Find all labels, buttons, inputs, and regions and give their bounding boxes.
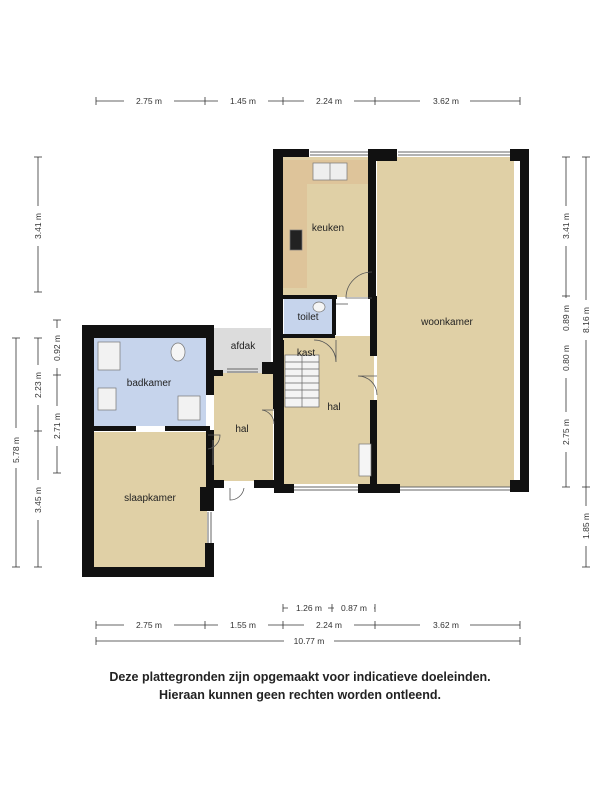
left-dimensions xyxy=(10,157,63,567)
shower-tray xyxy=(178,396,200,420)
label-keuken: keuken xyxy=(311,223,345,234)
disclaimer-line-2: Hieraan kunnen geen rechten worden ontleend. xyxy=(159,688,441,702)
dim-right-outer-1: 8.16 m xyxy=(581,307,591,333)
label-woonkamer: woonkamer xyxy=(421,317,473,328)
dim-left-mid-1: 0.92 m xyxy=(52,335,62,361)
bathtub xyxy=(98,342,120,370)
label-kast: kast xyxy=(296,348,316,359)
dim-left-mid-4: 3.45 m xyxy=(33,487,43,513)
cabinet xyxy=(359,444,371,476)
disclaimer-line-1: Deze plattegronden zijn opgemaakt voor indicatieve doeleinden. xyxy=(109,670,491,684)
label-toilet: toilet xyxy=(297,312,319,323)
dim-top-2: 1.45 m xyxy=(230,96,256,106)
dim-top-1: 2.75 m xyxy=(136,96,162,106)
dim-left-outer: 5.78 m xyxy=(11,437,21,463)
dim-bottom-inner-1: 1.26 m xyxy=(296,603,322,613)
label-hal-right: hal xyxy=(327,402,341,413)
top-dimensions xyxy=(96,95,520,107)
toilet-bowl xyxy=(171,343,185,361)
dim-bottom-1: 2.75 m xyxy=(136,620,162,630)
dim-left-mid-2: 2.23 m xyxy=(33,372,43,398)
dim-bottom-4: 3.62 m xyxy=(433,620,459,630)
dim-top-4: 3.62 m xyxy=(433,96,459,106)
dim-right-2: 0.89 m xyxy=(561,305,571,331)
label-hal-left: hal xyxy=(235,424,249,435)
bottom-dimensions xyxy=(96,602,520,647)
dim-bottom-inner-2: 0.87 m xyxy=(341,603,367,613)
washbasin xyxy=(98,388,116,410)
label-afdak: afdak xyxy=(230,341,256,352)
dim-top-3: 2.24 m xyxy=(316,96,342,106)
toilet-wc xyxy=(313,302,325,312)
dim-right-4: 2.75 m xyxy=(561,419,571,445)
dim-right-1: 3.41 m xyxy=(561,213,571,239)
right-dimensions xyxy=(560,157,592,567)
stove-icon xyxy=(290,230,302,250)
label-badkamer: badkamer xyxy=(126,378,172,389)
staircase xyxy=(285,355,319,407)
label-slaapkamer: slaapkamer xyxy=(124,493,176,504)
dim-bottom-2: 1.55 m xyxy=(230,620,256,630)
dim-bottom-total: 10.77 m xyxy=(293,636,325,646)
dim-left-mid-3: 2.71 m xyxy=(52,413,62,439)
dim-right-outer-2: 1.85 m xyxy=(581,513,591,539)
dim-right-3: 0.80 m xyxy=(561,345,571,371)
dim-bottom-3: 2.24 m xyxy=(316,620,342,630)
dim-left-top: 3.41 m xyxy=(33,213,43,239)
kitchen-counter xyxy=(283,160,307,288)
